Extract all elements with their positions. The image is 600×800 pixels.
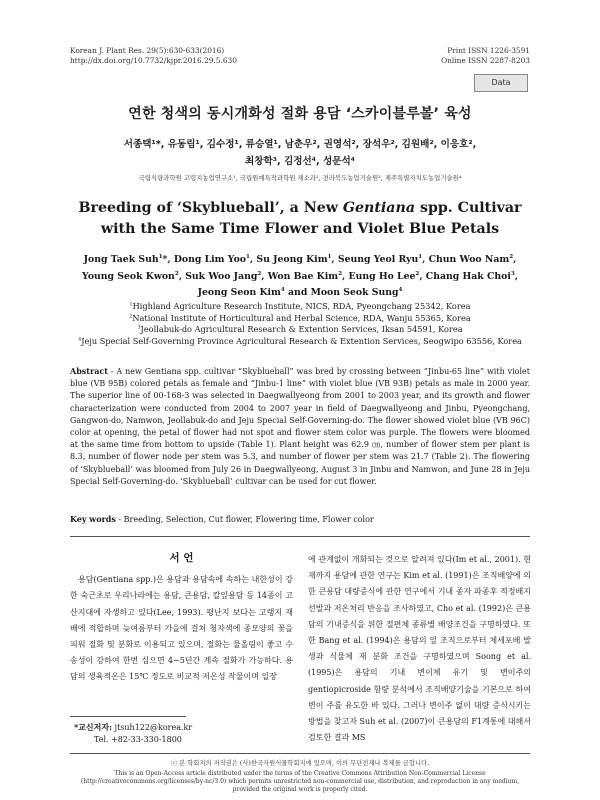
journal-header — [70, 46, 237, 66]
intro-heading: 서 언 — [169, 552, 194, 564]
license-notice: This is an Open-Access article distributed under the terms of the Creative Commons Attribution Non-Commercial License (http://creativecommons.org/licenses/by-nc/3.0) which permits unrestricted non-commercial use, distribution, and reproduction in any medium, provided the original work is properly cited. — [80, 770, 520, 793]
affiliation: $^2$National Institute of Horticultural and Herbal Science, RDA, Wanju 55365, Korea — [129, 312, 471, 323]
title-genus: Gentiana — [342, 200, 416, 216]
title-part-2: spp. Cultivar with the Same Time Flower and Violet Blue Petals — [100, 200, 522, 237]
english-title — [70, 198, 530, 240]
left-column — [70, 550, 293, 686]
intro-paragraph-left: 용담(Gentiana spp.)은 용담과 용담속에 속하는 내한성이 강한 숙근초로 우리나라에는 용담, 큰용담, 칼잎용담 등 14종이 고산지대에 자생하고 있다(Lee, 1993). 평난지 보다는 고랭지 재배에 적합하며 늦여름부터 가을에 걸쳐 청자색에 종모양의 꽃을 피워 절화 및 분화로 이용되고 있으며, 절화는 물올림이 좋고 수송성이 강하여 한번 심으면 4~5년간 계속 절화가 가능하다. 용담의 생육적온은 15℃ 정도로 비교적 저온성 작물이며 일장 — [70, 575, 293, 682]
author: Suk Woo Jang$^2$, — [185, 270, 268, 282]
article-type-badge: Data — [474, 74, 528, 92]
issn-block — [441, 46, 530, 66]
abstract-label: Abstract — [70, 366, 108, 376]
intro-paragraph-right: 에 관계없이 개화되는 것으로 알려져 있다(Im et al., 2001). 현재까지 용담에 관한 연구는 Kim et al. (1991)은 조직배양에 의한 큰용담 대량증식에 관한 연구에서 기내 종자 파종후 적정배지 선발과 저온처리 반응을 조사하였고, Cho et al. (1992)은 큰용담의 기내증식을 위한 절편체 종류별 배양조건을 구명하였다. 또한 Bang et al. (1994)은 용담의 잎 조직으로부터 체세포배 발생과 식물체 재 분화 조건을 구명하였으며 Soong et al. (1995)은 용담의 기내 변이체 유기 및 변이주의 gentiopicroside 함량 분석에서 조직배양기술을 기본으로 하여 변이 주를 유도한 바 있다. 그러나 변이주 없이 대량 증식시키는 방법을 찾고자 Suh et al. (2007)이 큰용담의 F1계통에 대해서 검토한 결과 MS — [308, 555, 531, 743]
footnote-label: *교신저자: — [74, 722, 113, 732]
korean-affiliations: 국립식량과학원 고령지농업연구소¹, 국립원예특작과학원 채소과², 전라북도농업기술원³, 제주특별자치도농업기술원⁴ — [138, 174, 462, 182]
abstract — [70, 365, 530, 488]
korean-authors-line1: 서종택¹*, 유동림¹, 김수정¹, 류승열¹, 남춘우², 권영석², 장석우², 김원배², 이응호², — [123, 139, 477, 150]
keywords — [70, 514, 374, 524]
author: Jong Taek Suh$^1$*, — [83, 253, 174, 265]
journal-citation: Korean J. Plant Res. 29(5):630-633(2016) — [70, 46, 225, 55]
author: Chang Hak Choi$^3$, — [425, 270, 518, 282]
footnote-email[interactable]: jtsuh122@korea.kr — [112, 723, 193, 732]
abstract-text: - A new Gentiana spp. cultivar “Skyblueball” was bred by crossing between “Jinbu-65 line” with violet blue (VB 95B) colored petals as female and “Jinbu-1 line” with violet blue (VB 93B) petals as male in 2000 year. The superior line of 00-168-3 was selected in Daegwallyeong from 2001 to 2003 year, and its growth and flower characterization were conducted from 2004 to 2007 year in field of Daegwallyeong and Jinbu, Pyeongchang, Gangwon-do, Namwon, Jeollabuk-do and Jeju Special Self-Governing-do. The flower showed violet blue (VB 96C) color at opening, the petal of flower had not spot and flower stem color was purple. The flowers were bloomed at the same time from bottom to upside (Table 1). Plant height was 62.9 ㎝, number of flower stem per plant is 8.3, number of flower node per stem was 5.3, and number of flower per stem was 21.7 (Table 2). The flowering of ‘Skyblueball’ was bloomed from July 26 in Daegwallyeong, August 3 in Jinbu and Namwon, and June 28 in Jeju Special Self-Governing-do. ‘Skyblueball’ cultivar can be used for cut flower. — [70, 367, 530, 486]
online-issn: Online ISSN 2287-8203 — [441, 56, 530, 65]
print-issn: Print ISSN 1226-3591 — [447, 46, 530, 55]
author: Dong Lim Yoo$^1$, — [173, 253, 257, 265]
affiliation: $^3$Jeollabuk-do Agricultural Research & Extention Services, Iksan 54591, Korea — [137, 324, 463, 334]
copyright-notice: ⓒ 본 학회지의 저작권은 (사)한국자원식물학회지에 있으며, 이의 무단전재나 복제를 금합니다. — [170, 760, 430, 767]
section-divider — [70, 536, 530, 537]
korean-authors-line2: 최창학³, 김정선⁴, 성문석⁴ — [245, 156, 355, 167]
author: Won Bae Kim$^2$, — [267, 270, 349, 282]
korean-title: 연한 청색의 동시개화성 절화 용담 ‘스카이블루볼’ 육성 — [128, 106, 472, 122]
footnote-tel: Tel. +82-33-330-1800 — [94, 735, 182, 744]
author: Eung Ho Lee$^2$, — [348, 270, 426, 282]
right-column — [308, 552, 531, 746]
author: Su Jeong Kim$^1$, — [256, 253, 338, 265]
author: Seung Yeol Ryu$^1$, — [337, 253, 429, 265]
footnote-divider — [70, 716, 186, 717]
footer-divider — [70, 753, 530, 754]
korean-authors — [70, 136, 530, 170]
author: Young Seok Kwon$^2$, — [81, 270, 186, 282]
title-part-1: Breeding of ‘Skyblueball’, a New — [78, 200, 343, 216]
corresponding-author — [74, 721, 192, 746]
doi-link[interactable]: http://dx.doi.org/10.7732/kjpr.2016.29.5.630 — [70, 56, 237, 65]
affiliation: $^1$Highland Agriculture Research Institute, NICS, RDA, Pyeongchang 25342, Korea — [129, 301, 471, 311]
keywords-text: - Breeding, Selection, Cut flower, Flowering time, Flower color — [115, 515, 374, 524]
author: Jeong Seon Kim$^4$ and — [197, 286, 311, 298]
keywords-label: Key words — [70, 514, 116, 524]
author: Chun Woo Nam$^2$, — [428, 253, 517, 265]
affiliation: $^4$Jeju Special Self-Governing Province Agricultural Research & Extention Services, Seogwipo 63556, Korea — [78, 335, 522, 346]
english-affiliations — [70, 301, 530, 347]
english-authors — [70, 252, 530, 302]
author: Moon Seok Sung$^4$ — [310, 286, 403, 298]
